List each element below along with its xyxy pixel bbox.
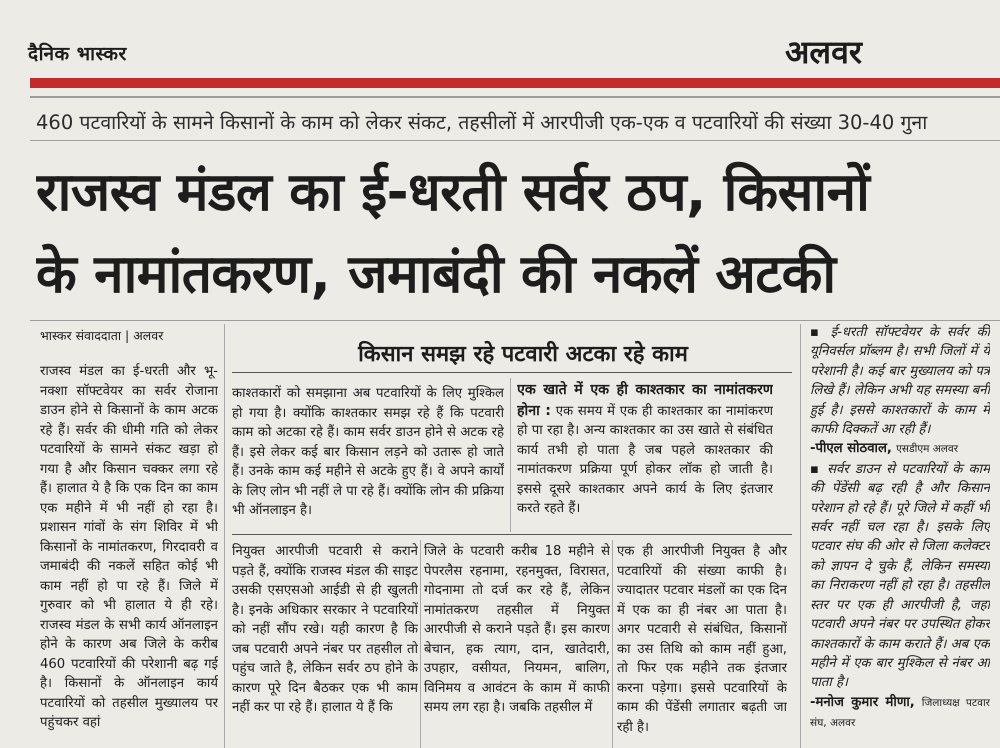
quote-2-designation: जिलाध्यक्ष पटवार संघ, अलवर: [810, 696, 990, 730]
byline: भास्कर संवाददाता | अलवर: [40, 328, 164, 343]
masthead-paper-name: दैनिक भास्कर: [28, 43, 127, 65]
box-heading: एक खाते में एक ही काश्तकार का नामांतकरण होना :: [517, 382, 773, 419]
quote-1-author: -पीएल सोठवाल,: [810, 441, 892, 457]
column-rule: [420, 540, 421, 748]
article-text: राजस्व मंडल का ई-धरती और भू-नक्शा सॉफ्टवेयर का सर्वर रोजाना डाउन होने से किसानों के काम अटक रहे हैं। सर्वर की धीमी गति को लेकर पटवारियों के सामने संकट खड़ा हो गया है और किसान चक्कर लगा रहे हैं। हालात ये है कि एक दिन का काम एक महीने में भी नहीं हो रहा है। प्रशासन गांवों के संग शिविर में भी किसानों के नामांतकरण, गिरदावरी व जमाबंदी की नकलें सहित कोई भी काम नहीं हो पा रहे हैं। जिले में गुरुवार को भी हालात ये ही रहे। राजस्व मंडल के सभी कार्य ऑनलाइन होने के कारण अब जिले के करीब 460 पटवारियों की परेशानी बढ़ गई है। किसानों के ऑनलाइन कार्य पटवारियों को तहसील मुख्यालय पर पहुंचकर वहां: [40, 364, 218, 730]
column-rule: [800, 324, 801, 748]
quote-1: ई-धरती सॉफ्टवेयर के सर्वर की यूनिवर्सल प्रॉब्लम है। सभी जिलों में ये परेशानी है। कई बार मुख्यालय को पत्र लिखे हैं। लेकिन अभी यह समस्या बनी हुई है। इससे काश्तकारों के काम में काफी दिक्कतें आ रही हैं।: [810, 325, 990, 438]
main-headline-line-2: के नामांतकरण, जमाबंदी की नकलें अटकी: [36, 244, 836, 305]
box-text: एक समय में एक ही काश्तकार का नामांकरण हो पा रहा है। अन्य काश्तकार का उस खाते से संबंधित कार्य तभी हो पाता है जब पहले काश्तकार की नामांतकरण प्रक्रिया पूर्ण होकर लॉक हो जाती है। इससे दूसरे काश्तकार अपने कार्य के लिए इंतजार करते रहते हैं।: [517, 403, 773, 516]
divider: [30, 140, 1000, 141]
column-rule: [224, 324, 225, 748]
masthead-edition: अलवर: [784, 33, 862, 71]
bullet-icon: ▪: [810, 461, 821, 477]
sidebar-box: [517, 380, 773, 530]
quote-2-author: -मनोज कुमार मीणा,: [810, 694, 915, 710]
main-headline-line-1: राजस्व मंडल का ई-धरती सर्वर ठप, किसानों: [36, 162, 870, 223]
quote-1-designation: एसडीएम अलवर: [896, 443, 959, 456]
quotes-column: [810, 323, 990, 748]
article-column-1: [40, 362, 218, 748]
divider: [232, 372, 792, 373]
article-column-4: [424, 542, 610, 748]
article-column-3: [232, 542, 418, 748]
divider: [232, 534, 792, 535]
article-text: काश्तकारों को समझाना अब पटवारियों के लिए मुश्किल हो गया है। क्योंकि काश्तकार समझ रहे हैं कि पटवारी काम को अटका रहे हैं। काम सर्वर डाउन होने से अटक रहे हैं। इसे लेकर कई बार किसान लड़ने को उतारू हो जाते हैं। उनके काम कई महीने से अटके हुए हैं। वे अपने कार्यों के लिए लोन भी नहीं ले पा रहे हैं। क्योंकि लोन की प्रक्रिया भी ऑनलाइन है।: [232, 386, 504, 518]
bullet-icon: ▪: [810, 325, 823, 340]
article-text: जिले के पटवारी करीब 18 महीने से पेपरलैस रहनामा, रहनमुक्त, विरासत, गोदनामा तो दर्ज कर रहे हैं, लेकिन नामांतकरण तहसील में नियुक्त आरपीजी से कराने पड़ते हैं। इस कारण बेचान, हक त्याग, दान, खातेदारी, उपहार, वसीयत, नियमन, बालिग, विनिमय व आवंटन के काम में काफी समय लग रहा है। जबकि तहसील में: [424, 544, 610, 715]
divider: [30, 320, 1000, 321]
article-text: नियुक्त आरपीजी पटवारी से कराने पड़ते हैं, क्योंकि राजस्व मंडल की साइट उसकी एसएसओ आईडी से ही खुलती है। इनके अधिकार सरकार ने पटवारियों को नहीं सौंप रखे। यही कारण है कि जब पटवारी अपने नंबर पर तहसील तो पहुंच जाते है, लेकिन सर्वर ठप होने के कारण पूरे दिन बैठकर एक भी काम नहीं कर पा रहे हैं। हालात ये हैं कि: [232, 544, 418, 715]
column-rule: [612, 540, 613, 748]
divider: [30, 96, 1000, 98]
kicker-headline: 460 पटवारियों के सामने किसानों के काम को लेकर संकट, तहसीलों में आरपीजी एक-एक व पटवारियों की संख्या 30-40 गुना: [36, 111, 928, 134]
article-text: एक ही आरपीजी नियुक्त है और पटवारियों की संख्या काफी है। ज्यादातर पटवार मंडलों का एक दिन में एक का ही नंबर आ पाता है। अगर पटवारी से संबंधित, किसानों का उस तिथि को काम नहीं हुआ, तो फिर एक महीने तक इंतजार करना पड़ेगा। इससे पटवारियों के काम की पेंडेंसी लगातार बढ़ती जा रही है।: [617, 544, 787, 735]
article-column-2: [232, 384, 504, 524]
article-column-5: [617, 542, 787, 748]
quote-2: सर्वर डाउन से पटवारियों के काम की पेंडेंसी बढ़ रही है और किसान परेशान हो रहे हैं। पूरे जिले में कहीं भी सर्वर नहीं चल रहा है। इसके लिए पटवार संघ की ओर से जिला कलेक्टर को ज्ञापन दे चुके हैं, लेकिन समस्या का निराकरण नहीं हो रहा है। तहसील स्तर पर एक ही आरपीजी है, जहां पटवारी अपने नंबर पर उपस्थित होकर काश्तकारों के काम कराते हैं। अब एक महीने में एक बार मुश्किल से नंबर आ पाता है।: [810, 461, 990, 691]
sub-headline: किसान समझ रहे पटवारी अटका रहे काम: [358, 342, 688, 367]
masthead-red-bar: [30, 78, 1000, 88]
column-rule: [510, 378, 511, 532]
